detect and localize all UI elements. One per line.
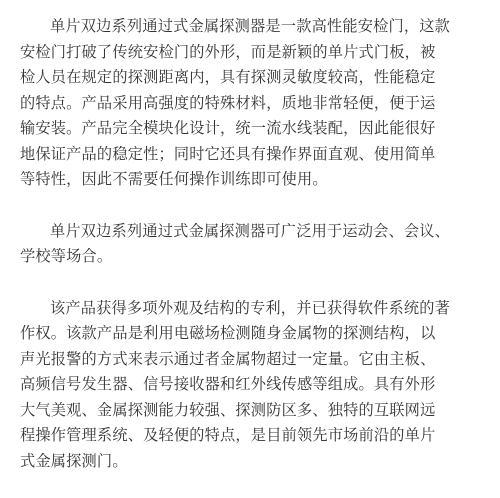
text-line: 输安装。产品完全模块化设计，统一流水线装配，因此能很好 (20, 119, 436, 137)
text-line: 高频信号发生器、信号接收器和红外线传感等组成。具有外形 (20, 375, 436, 393)
paragraph-patents-structure (20, 296, 480, 475)
text-line: 安检门打破了传统安检门的外形，而是新颖的单片式门板，被 (20, 42, 436, 61)
paragraph-applications (20, 219, 480, 270)
text-line: 的特点。产品采用高强度的特殊材料，质地非常轻便，便于运 (20, 93, 436, 112)
text-line: 单片双边系列通过式金属探测器可广泛用于运动会、会议、 (50, 221, 451, 240)
paragraph-product-intro (20, 14, 480, 193)
text-line: 学校等场合。 (20, 247, 113, 265)
text-line: 地保证产品的稳定性；同时它还具有操作界面直观、使用简单 (20, 144, 436, 163)
text-line: 单片双边系列通过式金属探测器是一款高性能安检门，这款 (50, 17, 451, 35)
text-line: 大气美观、金属探测能力较强、探测防区多、独特的互联网远 (20, 400, 436, 419)
text-line: 等特性，因此不需要任何操作训练即可使用。 (20, 170, 328, 188)
text-line: 检人员在规定的探测距离内，具有探测灵敏度较高，性能稳定 (20, 68, 436, 86)
text-line: 声光报警的方式来表示通过者金属物超过一定量。它由主板、 (20, 349, 436, 368)
text-line: 作权。该款产品是利用电磁场检测随身金属物的探测结构，以 (20, 324, 436, 342)
text-line: 程操作管理系统、及轻便的特点，是目前领先市场前沿的单片 (20, 426, 436, 444)
text-line: 式金属探测门。 (20, 451, 128, 470)
text-line: 该产品获得多项外观及结构的专利，并已获得软件系统的著 (50, 298, 451, 317)
